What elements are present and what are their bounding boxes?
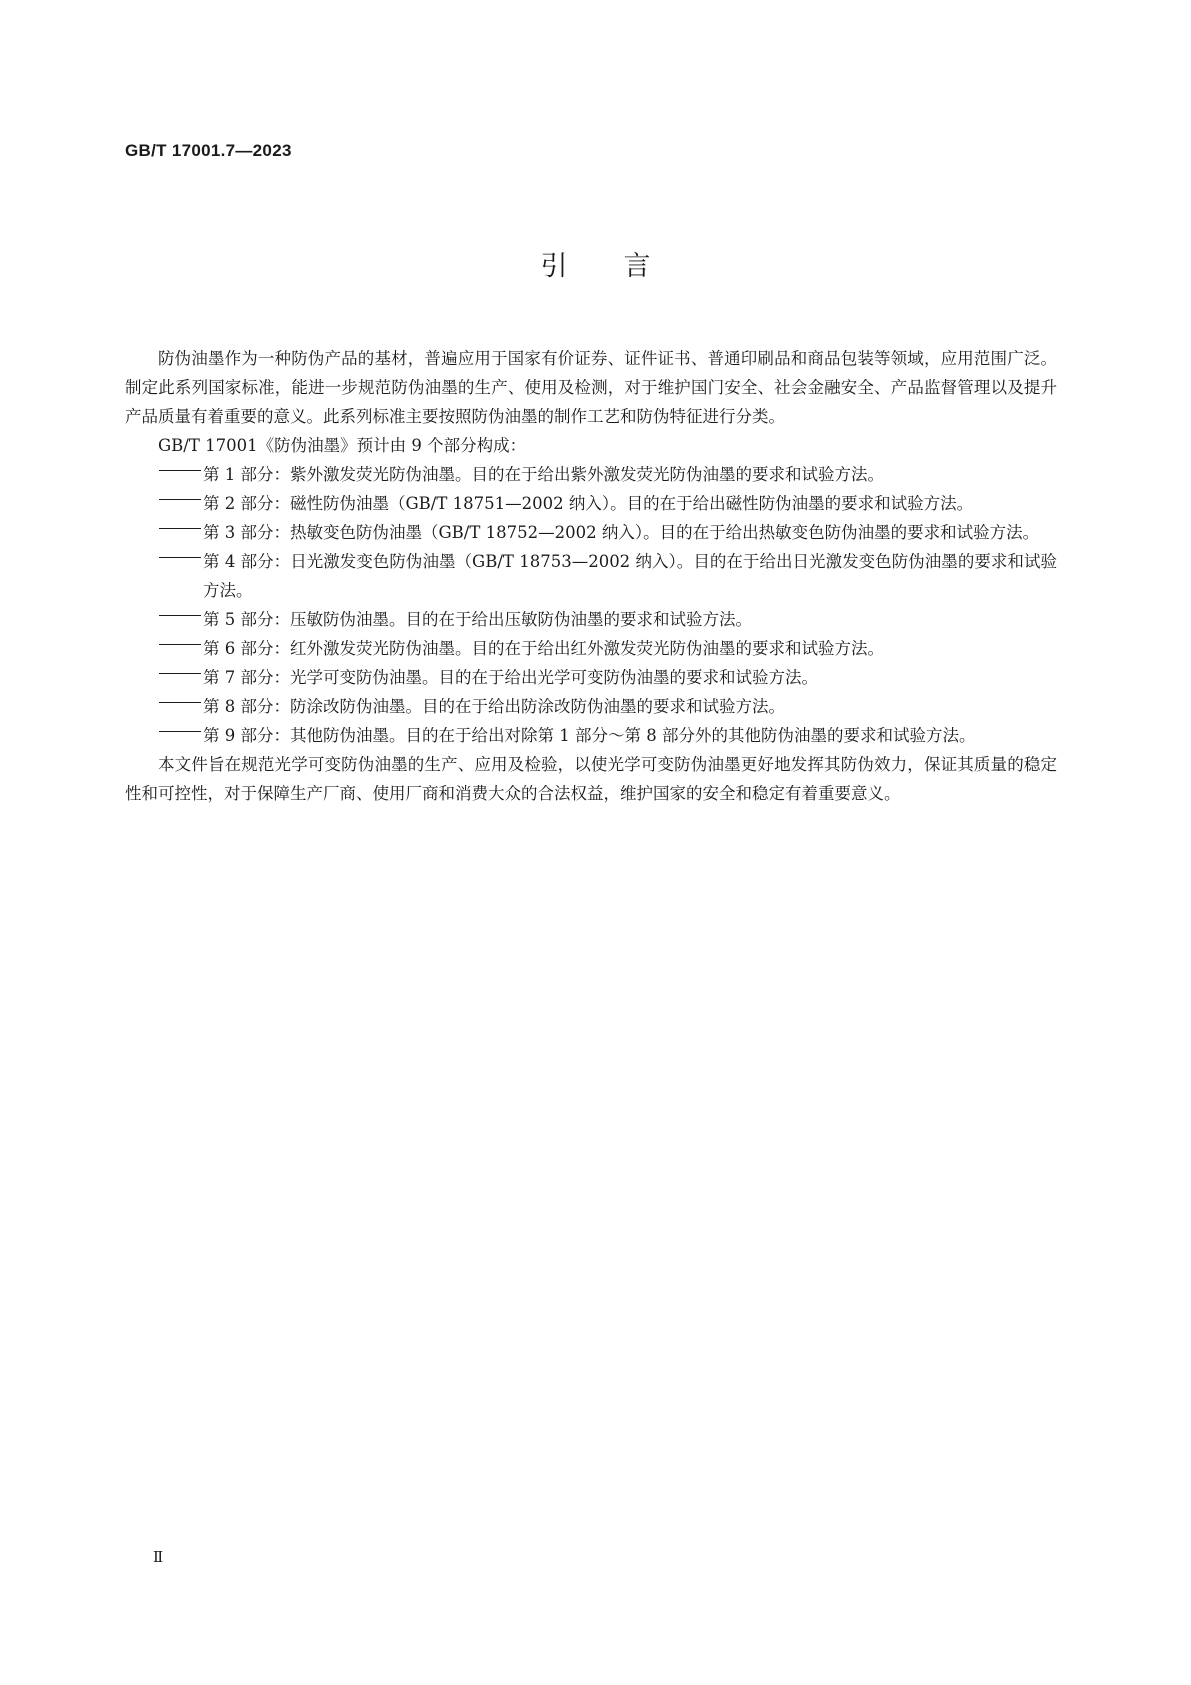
document-body	[125, 344, 1057, 808]
dash-marker	[159, 644, 201, 645]
list-item	[125, 489, 1057, 518]
page-title: 引言	[540, 251, 707, 282]
dash-marker	[159, 673, 201, 674]
dash-marker	[159, 702, 201, 703]
list-item-text: 第 7 部分：光学可变防伪油墨。目的在于给出光学可变防伪油墨的要求和试验方法。	[203, 668, 818, 687]
list-item	[125, 605, 1057, 634]
intro-paragraph: 防伪油墨作为一种防伪产品的基材，普遍应用于国家有价证券、证件证书、普通印刷品和商品包装等领域，应用范围广泛。制定此系列国家标准，能进一步规范防伪油墨的生产、使用及检测，对于维护国门安全、社会金融安全、产品监督管理以及提升产品质量有着重要的意义。此系列标准主要按照防伪油墨的制作工艺和防伪特征进行分类。	[125, 349, 1057, 426]
list-item-text: 第 8 部分：防涂改防伪油墨。目的在于给出防涂改防伪油墨的要求和试验方法。	[203, 697, 785, 716]
list-item-text: 第 4 部分：日光激发变色防伪油墨（GB/T 18753—2002 纳入）。目的在于给出日光激发变色防伪油墨的要求和试验方法。	[203, 552, 1057, 600]
list-item	[125, 634, 1057, 663]
list-item-text: 第 5 部分：压敏防伪油墨。目的在于给出压敏防伪油墨的要求和试验方法。	[203, 610, 752, 629]
list-item-text: 第 2 部分：磁性防伪油墨（GB/T 18751—2002 纳入）。目的在于给出磁性防伪油墨的要求和试验方法。	[203, 494, 974, 513]
list-item-text: 第 6 部分：红外激发荧光防伪油墨。目的在于给出红外激发荧光防伪油墨的要求和试验方法。	[203, 639, 884, 658]
dash-marker	[159, 470, 201, 471]
dash-marker	[159, 557, 201, 558]
list-item-text: 第 3 部分：热敏变色防伪油墨（GB/T 18752—2002 纳入）。目的在于给出热敏变色防伪油墨的要求和试验方法。	[203, 523, 1040, 542]
list-item-text: 第 1 部分：紫外激发荧光防伪油墨。目的在于给出紫外激发荧光防伪油墨的要求和试验方法。	[203, 465, 884, 484]
dash-marker	[159, 499, 201, 500]
closing-paragraph: 本文件旨在规范光学可变防伪油墨的生产、应用及检验，以使光学可变防伪油墨更好地发挥其防伪效力，保证其质量的稳定性和可控性，对于保障生产厂商、使用厂商和消费大众的合法权益，维护国家的安全和稳定有着重要意义。	[125, 755, 1057, 803]
list-item	[125, 692, 1057, 721]
list-item	[125, 721, 1057, 750]
standard-code-header: GB/T 17001.7—2023	[125, 141, 292, 160]
list-item	[125, 460, 1057, 489]
dash-marker	[159, 731, 201, 732]
list-item-text: 第 9 部分：其他防伪油墨。目的在于给出对除第 1 部分～第 8 部分外的其他防伪油墨的要求和试验方法。	[203, 726, 976, 745]
list-item	[125, 663, 1057, 692]
page-number: Ⅱ	[153, 1548, 164, 1566]
dash-marker	[159, 615, 201, 616]
parts-list	[125, 460, 1057, 750]
list-item	[125, 518, 1057, 547]
dash-marker	[159, 528, 201, 529]
list-item	[125, 547, 1057, 605]
parts-intro: GB/T 17001《防伪油墨》预计由 9 个部分构成：	[158, 436, 527, 455]
